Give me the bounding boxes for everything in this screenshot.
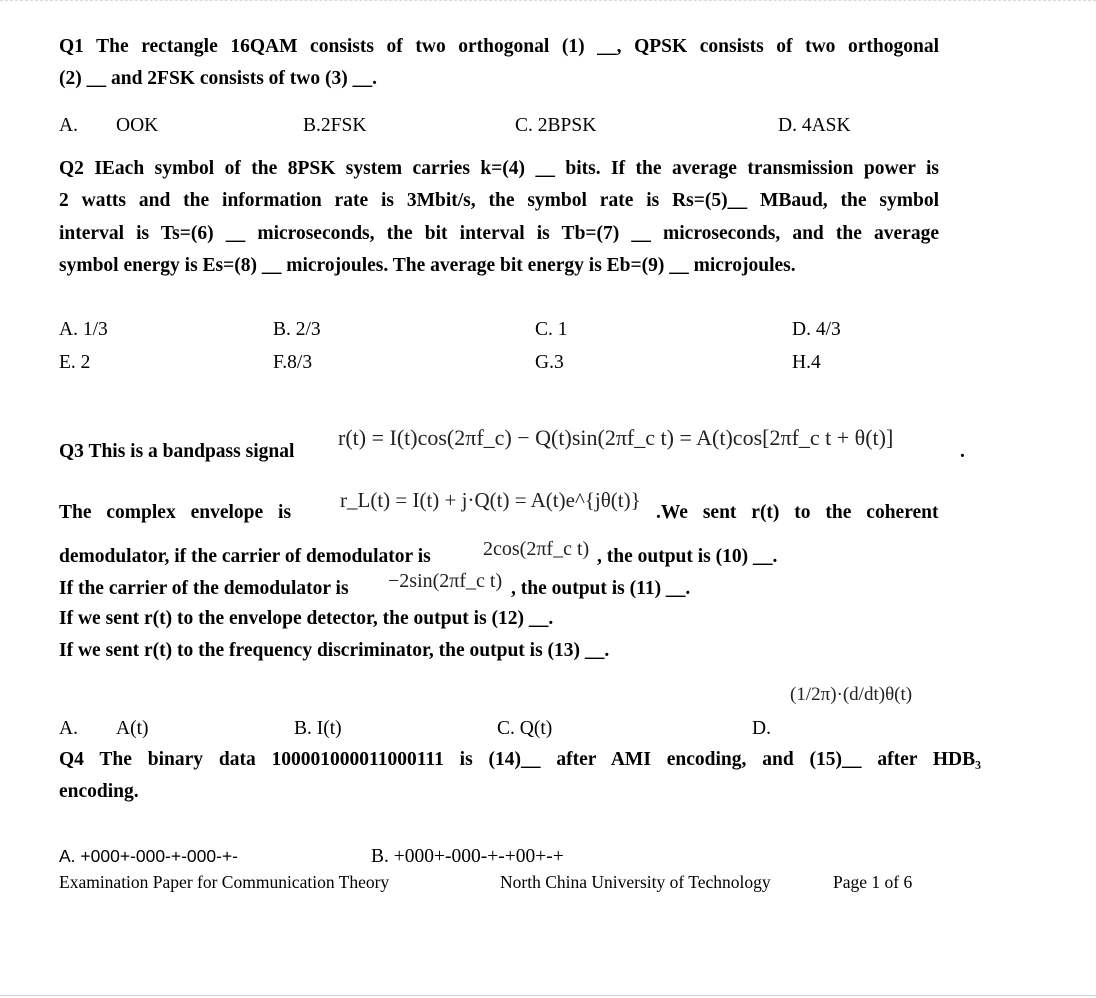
q1-option-c: C. 2BPSK bbox=[515, 115, 597, 136]
q2-line-2: 2 watts and the information rate is 3Mbit/s, the symbol rate is Rs=(5)__ MBaud, the symbol bbox=[59, 190, 939, 211]
carrier2-line-post: , the output is (11) __. bbox=[511, 578, 691, 599]
q2-option-a: A. 1/3 bbox=[59, 319, 108, 340]
q4-line-1: Q4 The binary data 100001000011000111 is (14)__ after AMI encoding, and (15)__ after HDB₃ bbox=[59, 749, 981, 770]
top-border bbox=[0, 0, 1096, 1]
formula-period: . bbox=[960, 441, 965, 462]
q1-line-2: (2) __ and 2FSK consists of two (3) __. bbox=[59, 68, 377, 89]
q1-option-b: B.2FSK bbox=[303, 115, 367, 136]
bottom-border bbox=[0, 995, 1096, 996]
q4-option-a: A. +000+-000-+-000-+- bbox=[59, 846, 239, 866]
q2-line-3: interval is Ts=(6) __ microseconds, the bit interval is Tb=(7) __ microseconds, and the average bbox=[59, 223, 939, 244]
q3-option-a: A(t) bbox=[116, 718, 149, 739]
q4-option-b: B. +000+-000-+-+00+-+ bbox=[371, 846, 564, 867]
q4-line-2: encoding. bbox=[59, 781, 139, 802]
q2-option-h: H.4 bbox=[792, 352, 821, 373]
complex-envelope-label: The complex envelope is bbox=[59, 502, 292, 523]
q2-option-g: G.3 bbox=[535, 352, 564, 373]
carrier2-line-pre: If the carrier of the demodulator is bbox=[59, 578, 349, 599]
envelope-formula: r_L(t) = I(t) + j·Q(t) = A(t)e^{jθ(t)} bbox=[340, 488, 641, 512]
footer-exam-title: Examination Paper for Communication Theory bbox=[59, 872, 390, 892]
signal-formula: r(t) = I(t)cos(2πf_c) − Q(t)sin(2πf_c t) = A(t)cos[2πf_c t + θ(t)] bbox=[338, 425, 894, 450]
q3-option-c: C. Q(t) bbox=[497, 718, 553, 739]
q3-option-b: B. I(t) bbox=[294, 718, 342, 739]
q1-option-a: OOK bbox=[116, 115, 159, 136]
q2-option-b: B. 2/3 bbox=[273, 319, 321, 340]
option-d-formula: (1/2π)·(d/dt)θ(t) bbox=[790, 684, 913, 705]
q3-intro: Q3 This is a bandpass signal bbox=[59, 441, 295, 462]
q2-option-e: E. 2 bbox=[59, 352, 91, 373]
q3-option-d: D. bbox=[752, 718, 771, 739]
q2-line-1: Q2 IEach symbol of the 8PSK system carries k=(4) __ bits. If the average transmission power is bbox=[59, 158, 939, 179]
q2-option-d: D. 4/3 bbox=[792, 319, 841, 340]
footer-page-number: Page 1 of 6 bbox=[833, 872, 913, 892]
demod-line-post: , the output is (10) __. bbox=[597, 546, 778, 567]
q2-option-f: F.8/3 bbox=[273, 352, 313, 373]
q1-option-a-letter: A. bbox=[59, 115, 78, 136]
envelope-detector-line: If we sent r(t) to the envelope detector, the output is (12) __. bbox=[59, 608, 554, 629]
demod-line-pre: demodulator, if the carrier of demodulator is bbox=[59, 546, 431, 567]
q1-line-1: Q1 The rectangle 16QAM consists of two orthogonal (1) __, QPSK consists of two orthogonal bbox=[59, 36, 939, 57]
q1-option-d: D. 4ASK bbox=[778, 115, 851, 136]
q2-line-4: symbol energy is Es=(8) __ microjoules. The average bit energy is Eb=(9) __ microjoules. bbox=[59, 255, 796, 276]
complex-envelope-tail: .We sent r(t) to the coherent bbox=[656, 502, 939, 523]
q2-option-c: C. 1 bbox=[535, 319, 568, 340]
carrier-sin-formula: −2sin(2πf_c t) bbox=[388, 570, 503, 592]
q3-option-a-letter: A. bbox=[59, 718, 78, 739]
frequency-discriminator-line: If we sent r(t) to the frequency discriminator, the output is (13) __. bbox=[59, 640, 610, 661]
carrier-cos-formula: 2cos(2πf_c t) bbox=[483, 538, 590, 560]
footer-university: North China University of Technology bbox=[500, 872, 771, 892]
